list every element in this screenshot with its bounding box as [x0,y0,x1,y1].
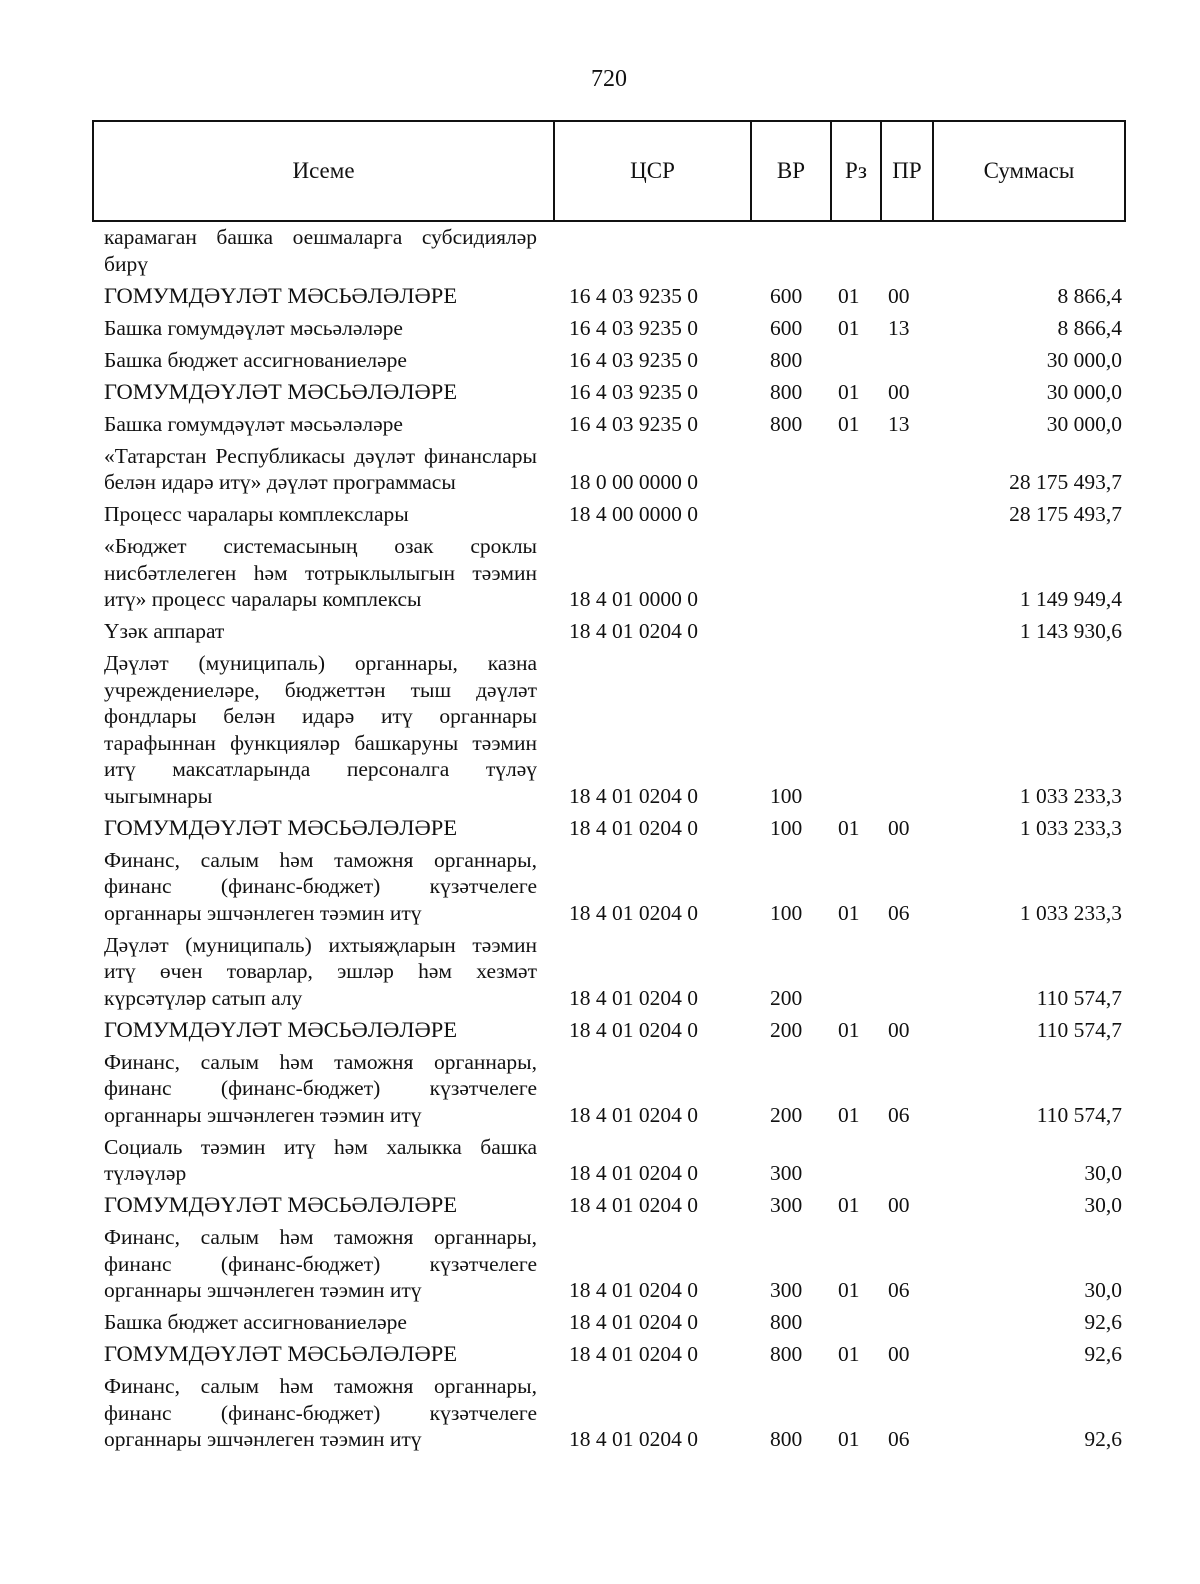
row-name: Социаль тәэмин итү һәм халыкка башка түләүләр [104,1134,537,1185]
row-rz: 01 [838,1102,860,1127]
table-row [92,1224,1126,1304]
row-vr: 300 [770,1193,803,1217]
row-csr: 18 4 01 0204 0 [569,1278,698,1302]
row-name: Башка гомумдәүләт мәсьәләләре [104,411,403,436]
table-row [92,847,1126,927]
row-vr: 800 [770,1310,803,1334]
table-row [92,379,1126,406]
table-row [92,1309,1126,1336]
row-sum: 1 033 233,3 [1019,783,1122,808]
row-sum: 110 574,7 [1036,1102,1122,1127]
row-vr: 800 [770,347,803,372]
row-vr: 300 [770,1278,803,1302]
row-sum: 28 175 493,7 [1009,502,1122,526]
row-csr: 18 4 01 0204 0 [569,1193,698,1217]
row-rz: 01 [838,315,860,340]
row-csr: 18 4 01 0204 0 [569,900,698,925]
row-csr: 18 4 01 0204 0 [569,985,698,1010]
row-vr: 200 [770,1102,803,1127]
row-name: ГОМУМДӘҮЛӘТ МӘСЬӘЛӘЛӘРЕ [104,1341,458,1366]
row-csr: 18 4 01 0204 0 [569,815,698,840]
row-csr: 18 4 01 0204 0 [569,1310,698,1334]
row-pr: 06 [888,900,910,925]
row-name: Башка бюджет ассигнованиеләре [104,347,407,372]
row-name: Башка бюджет ассигнованиеләре [104,1310,407,1334]
row-sum: 110 574,7 [1036,1017,1122,1042]
row-vr: 200 [770,1017,803,1042]
table-header [92,120,1126,222]
header-pr: ПР [882,122,934,220]
table-row [92,1049,1126,1129]
row-csr: 18 4 01 0000 0 [569,587,698,611]
table-row [92,1017,1126,1044]
row-pr: 00 [888,1193,910,1217]
row-rz: 01 [838,815,860,840]
row-rz: 01 [838,1193,860,1217]
row-sum: 30 000,0 [1046,347,1122,372]
row-csr: 18 4 01 0204 0 [569,1342,698,1366]
row-name: ГОМУМДӘҮЛӘТ МӘСЬӘЛӘЛӘРЕ [104,1016,458,1042]
row-rz: 01 [838,1278,860,1302]
row-name: Дәүләт (муниципаль) органнары, казна учреждениеләре, бюджеттән тыш дәүләт фондлары белән идарә итү органнары тарафыннан функцияләр башкаруны тәэмин итү максатларында персоналга түләү чыгымнары [104,651,537,808]
row-sum: 28 175 493,7 [1009,470,1122,494]
table-row [92,650,1126,809]
table-row [92,1192,1126,1219]
table-row [92,1341,1126,1368]
row-sum: 30 000,0 [1046,411,1122,436]
row-sum: 1 033 233,3 [1019,900,1122,925]
row-sum: 92,6 [1084,1342,1122,1366]
row-pr: 00 [888,1342,910,1366]
row-name: Башка гомумдәүләт мәсьәләләре [104,315,403,340]
row-rz: 01 [838,283,860,308]
row-name: Финанс, салым һәм таможня органнары, финанс (финанс-бюджет) күзәтчелеге органнары эшчәнлеген тәэмин итү [104,847,537,925]
table-row [92,224,1126,277]
row-name: Үзәк аппарат [104,619,225,643]
row-name: Дәүләт (муниципаль) ихтыяҗларын тәэмин итү өчен товарлар, эшләр һәм хезмәт күрсәтүләр сатып алу [104,932,537,1010]
row-sum: 30,0 [1084,1161,1122,1185]
row-csr: 16 4 03 9235 0 [569,379,698,404]
row-csr: 18 4 01 0204 0 [569,1427,698,1451]
table-row [92,283,1126,310]
row-csr: 16 4 03 9235 0 [569,283,698,308]
row-rz: 01 [838,1017,860,1042]
row-name: карамаган башка оешмаларга субсидияләр бирү [104,225,537,276]
row-vr: 100 [770,815,803,840]
row-sum: 8 866,4 [1057,283,1122,308]
table-row [92,1373,1126,1453]
table-body [92,224,1126,1458]
row-rz: 01 [838,379,860,404]
table-row [92,815,1126,842]
row-pr: 00 [888,1017,910,1042]
row-vr: 600 [770,283,803,308]
row-sum: 110 574,7 [1036,985,1122,1010]
row-sum: 30,0 [1084,1278,1122,1302]
table-row [92,501,1126,528]
table-row [92,315,1126,342]
row-sum: 92,6 [1084,1310,1122,1334]
row-name: Процесс чаралары комплекслары [104,502,409,526]
row-sum: 1 149 949,4 [1019,587,1122,611]
row-pr: 00 [888,815,910,840]
row-csr: 16 4 03 9235 0 [569,315,698,340]
row-csr: 18 4 01 0204 0 [569,619,698,643]
header-name: Исеме [94,122,555,220]
row-name: Финанс, салым һәм таможня органнары, финанс (финанс-бюджет) күзәтчелеге органнары эшчәнлеген тәэмин итү [104,1225,537,1302]
header-csr: ЦСР [555,122,752,220]
row-csr: 18 4 01 0204 0 [569,1102,698,1127]
row-vr: 100 [770,900,803,925]
header-vr: ВР [752,122,832,220]
row-vr: 800 [770,1427,803,1451]
row-sum: 1 143 930,6 [1019,619,1122,643]
header-rz: Рз [832,122,882,220]
row-name: Финанс, салым һәм таможня органнары, финанс (финанс-бюджет) күзәтчелеге органнары эшчәнлеген тәэмин итү [104,1049,537,1127]
header-sum: Суммасы [983,158,1075,183]
table-row [92,347,1126,374]
row-sum: 1 033 233,3 [1019,815,1122,840]
row-csr: 18 4 00 0000 0 [569,502,698,526]
table-row [92,443,1126,496]
row-vr: 600 [770,315,803,340]
row-name: ГОМУМДӘҮЛӘТ МӘСЬӘЛӘЛӘРЕ [104,814,458,840]
row-name: ГОМУМДӘҮЛӘТ МӘСЬӘЛӘЛӘРЕ [104,1192,458,1217]
row-rz: 01 [838,1342,860,1366]
row-pr: 06 [888,1102,910,1127]
row-csr: 18 4 01 0204 0 [569,783,698,808]
row-vr: 300 [770,1161,803,1185]
row-csr: 18 4 01 0204 0 [569,1161,698,1185]
row-name: ГОМУМДӘҮЛӘТ МӘСЬӘЛӘЛӘРЕ [104,378,458,404]
row-rz: 01 [838,900,860,925]
row-vr: 800 [770,411,803,436]
row-rz: 01 [838,411,860,436]
row-name: «Татарстан Республикасы дәүләт финанслары белән идарә итү» дәүләт программасы [104,443,537,494]
row-csr: 18 0 00 0000 0 [569,470,698,494]
row-pr: 00 [888,379,910,404]
row-sum: 92,6 [1084,1427,1122,1451]
row-csr: 16 4 03 9235 0 [569,411,698,436]
row-vr: 200 [770,985,803,1010]
row-pr: 00 [888,283,910,308]
row-pr: 06 [888,1278,910,1302]
page-number: 720 [591,66,627,92]
table-row [92,618,1126,645]
row-pr: 13 [888,411,910,436]
table-row [92,932,1126,1012]
row-sum: 30,0 [1084,1193,1122,1217]
row-name: «Бюджет системасының озак сроклы нисбәтлелеген һәм тотрыклылыгын тәэмин итү» процесс чаралары комплексы [104,534,537,611]
row-name: ГОМУМДӘҮЛӘТ МӘСЬӘЛӘЛӘРЕ [104,282,458,308]
row-vr: 100 [770,783,803,808]
row-pr: 13 [888,315,910,340]
row-csr: 16 4 03 9235 0 [569,347,698,372]
table-row [92,533,1126,613]
row-sum: 30 000,0 [1046,379,1122,404]
table-row [92,1134,1126,1187]
row-name: Финанс, салым һәм таможня органнары, финанс (финанс-бюджет) күзәтчелеге органнары эшчәнлеген тәэмин итү [104,1374,537,1451]
row-sum: 8 866,4 [1057,315,1122,340]
table-row [92,411,1126,438]
row-pr: 06 [888,1427,910,1451]
row-csr: 18 4 01 0204 0 [569,1017,698,1042]
row-vr: 800 [770,379,803,404]
row-vr: 800 [770,1342,803,1366]
row-rz: 01 [838,1427,860,1451]
